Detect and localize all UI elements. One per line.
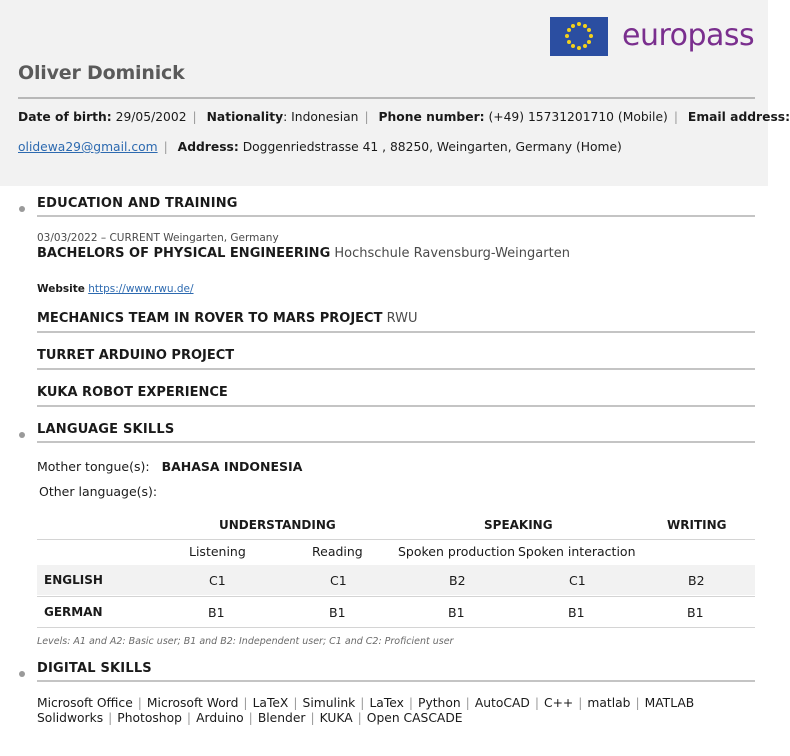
project-divider [37,368,755,370]
section-bullet [19,206,25,212]
institution: Hochschule Ravensburg-Weingarten [334,246,570,261]
mother-tongue-line [37,459,302,474]
subheader-listening: Listening [189,544,246,559]
email-label: Email address: [687,110,790,124]
mother-tongue-label: Mother tongue(s): [37,459,150,474]
phone-label: Phone number: [378,110,485,124]
flag-star-icon [577,46,581,50]
digital-divider [37,680,755,682]
table-header-divider [37,539,755,540]
skill-item: Photoshop [117,711,182,725]
dob-value: 29/05/2002 [115,110,187,124]
flag-star-icon [583,44,587,48]
digital-title: DIGITAL SKILLS [37,661,152,676]
skill-item: Python [418,696,461,710]
cell-spoken-interaction: C1 [569,573,586,588]
digital-skills-line-1: Microsoft Office | Microsoft Word | LaTeX | Simulink | LaTex | Python | AutoCAD | C++ | matlab | MATLAB [37,696,695,710]
flag-star-icon [567,28,571,32]
header-understanding: UNDERSTANDING [219,518,336,532]
flag-star-icon [587,40,591,44]
skill-item: Open CASCADE [366,711,463,725]
language-divider [37,441,755,443]
cell-writing: B2 [688,573,705,588]
flag-star-icon [577,22,581,26]
flag-star-icon [589,34,593,38]
project-entry [37,311,417,326]
skill-item: matlab [587,696,631,710]
cell-listening: C1 [209,573,226,588]
cell-spoken-production: B1 [448,605,465,620]
skill-item: AutoCAD [474,696,530,710]
subheader-spoken-production: Spoken production [398,544,516,559]
skill-item: Microsoft Office [37,696,133,710]
person-name: Oliver Dominick [18,62,185,84]
skill-item: MATLAB [644,696,695,710]
row-divider [37,627,755,628]
cell-spoken-production: B2 [449,573,466,588]
personal-info-line-1: Date of birth: 29/05/2002 | Nationality: Indonesian | Phone number: (+49) 15731201710 (Mobile) | Email address: [18,110,790,124]
project-name: TURRET ARDUINO PROJECT [37,348,235,363]
flag-star-icon [565,34,569,38]
skill-item: C++ [544,696,574,710]
skill-item: Arduino [196,711,244,725]
row-language: ENGLISH [44,573,103,587]
nationality-label: Nationality [206,110,284,124]
project-name: KUKA ROBOT EXPERIENCE [37,385,228,400]
flag-star-icon [583,24,587,28]
address-value: Doggenriedstrasse 41 , 88250, Weingarten, Germany (Home) [242,140,622,154]
project-divider [37,405,755,407]
education-divider [37,215,755,217]
digital-skills-line-2: Solidworks | Photoshop | Arduino | Blender | KUKA | Open CASCADE [37,711,463,725]
address-label: Address: [177,140,239,154]
cell-spoken-interaction: B1 [568,605,585,620]
skill-item: Microsoft Word [146,696,239,710]
levels-note: Levels: A1 and A2: Basic user; B1 and B2: Independent user; C1 and C2: Proficient user [37,636,454,647]
skill-item: KUKA [319,711,353,725]
skill-item: Blender [257,711,306,725]
nationality-value: : Indonesian [283,110,359,124]
project-entry [37,348,234,363]
header-writing: WRITING [667,518,727,532]
section-bullet [19,432,25,438]
degree: BACHELORS OF PHYSICAL ENGINEERING [37,246,331,261]
project-name: MECHANICS TEAM IN ROVER TO MARS PROJECT [37,311,383,326]
skill-item: Solidworks [37,711,104,725]
flag-star-icon [571,24,575,28]
other-language-label: Other language(s): [39,484,158,499]
project-org: RWU [386,311,418,326]
personal-info-line-2: olidewa29@gmail.com | Address: Doggenriedstrasse 41 , 88250, Weingarten, Germany (Home) [18,140,622,154]
subheader-reading: Reading [312,544,363,559]
dob-label: Date of birth: [18,110,112,124]
row-language: GERMAN [44,605,103,619]
flag-star-icon [587,28,591,32]
europass-wordmark: europass [622,18,755,53]
website-link[interactable]: https://www.rwu.de/ [88,283,194,295]
language-title: LANGUAGE SKILLS [37,422,175,437]
skill-item: Simulink [302,696,356,710]
website-label: Website [37,283,85,295]
skill-item: LaTex [369,696,404,710]
phone-value: (+49) 15731201710 (Mobile) [488,110,668,124]
cell-writing: B1 [687,605,704,620]
subheader-spoken-interaction: Spoken interaction [518,544,636,559]
project-entry [37,385,228,400]
project-divider [37,331,755,333]
flag-star-icon [571,44,575,48]
europass-logo [550,16,754,56]
cell-listening: B1 [208,605,225,620]
cell-reading: B1 [329,605,346,620]
row-divider [37,596,755,597]
cell-reading: C1 [330,573,347,588]
name-divider [18,97,755,99]
education-title: EDUCATION AND TRAINING [37,196,238,211]
website-line [37,283,194,295]
flag-star-icon [567,40,571,44]
mother-tongue-value: BAHASA INDONESIA [161,459,303,474]
education-degree-line [37,246,570,261]
education-meta: 03/03/2022 – CURRENT Weingarten, Germany [37,232,279,244]
table-row [37,565,755,595]
section-bullet [19,671,25,677]
email-link[interactable]: olidewa29@gmail.com [18,140,158,154]
skill-item: LaTeX [252,696,289,710]
header-speaking: SPEAKING [484,518,553,532]
eu-flag-icon [550,17,608,56]
